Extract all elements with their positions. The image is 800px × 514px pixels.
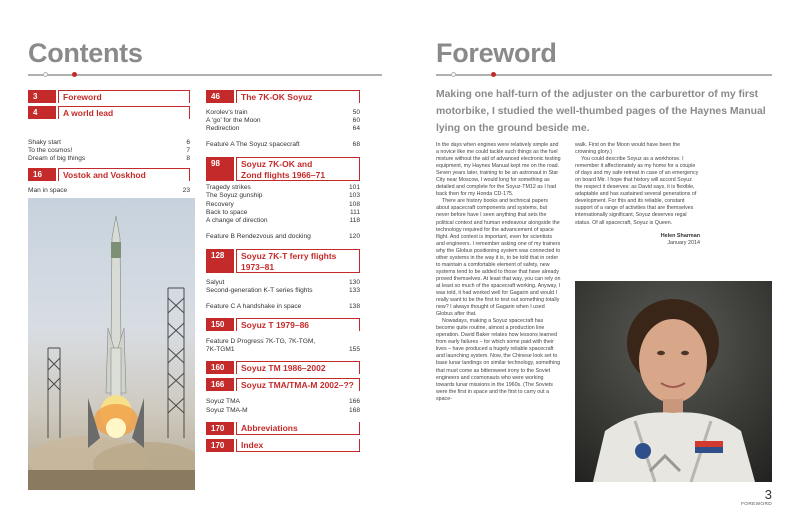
toc-chapter-title-box[interactable]: A world lead bbox=[58, 106, 190, 119]
toc-entry[interactable]: The Soyuz gunship 103 bbox=[206, 192, 360, 200]
toc-chapter-title-box[interactable]: Foreword bbox=[58, 90, 190, 103]
toc-chapter-title-box[interactable]: Soyuz 7K-OK and Zond flights 1966–71 bbox=[236, 157, 360, 181]
toc-chapter-title-box[interactable]: Soyuz TM 1986–2002 bbox=[236, 361, 360, 374]
toc-entry[interactable]: A 'go' for the Moon 60 bbox=[206, 117, 360, 125]
foreword-body-column-2 bbox=[575, 142, 700, 247]
signature bbox=[575, 233, 700, 247]
toc-entry[interactable]: Shaky start 6 bbox=[28, 139, 190, 146]
toc-chapter[interactable]: 150 bbox=[206, 318, 234, 331]
toc-chapter[interactable]: 98 bbox=[206, 157, 234, 181]
toc-entry[interactable]: A change of direction 118 bbox=[206, 216, 360, 224]
toc-entry[interactable]: Soyuz TMA 166 bbox=[206, 398, 360, 406]
toc-chapter[interactable]: 46 bbox=[206, 90, 234, 103]
toc-chapter-title-box[interactable]: Soyuz 7K-T ferry flights 1973–81 bbox=[236, 249, 360, 273]
toc-right-column bbox=[206, 90, 360, 452]
title-rule bbox=[28, 72, 382, 78]
toc-entry[interactable]: Man in space 23 bbox=[28, 187, 190, 195]
page-footer bbox=[741, 487, 772, 507]
toc-entry[interactable]: Korolev's train 50 bbox=[206, 109, 360, 116]
toc-chapter-row bbox=[28, 106, 190, 119]
toc-entry[interactable]: Soyuz TMA-M 168 bbox=[206, 406, 360, 414]
page-number: 3 bbox=[764, 487, 772, 502]
toc-chapter[interactable]: 170 bbox=[206, 439, 234, 452]
toc-chapter-title-box[interactable]: The 7K-OK Soyuz bbox=[236, 90, 360, 103]
foreword-intro: Making one half-turn of the adjuster on the carburettor of my first motorbike, I studied the well-thumbed pages of the Haynes Manual lying on the ground beside me. bbox=[436, 89, 766, 134]
toc-entry[interactable]: Dream of big things 8 bbox=[28, 155, 190, 163]
toc-entry[interactable]: Feature A The Soyuz spacecraft 68 bbox=[206, 141, 360, 149]
toc-chapter[interactable]: 3 bbox=[28, 90, 56, 103]
toc-chapter-title-box[interactable]: Soyuz T 1979–86 bbox=[236, 318, 360, 331]
toc-chapter[interactable]: 160 bbox=[206, 361, 234, 374]
foreword-title: Foreword bbox=[436, 38, 557, 68]
toc-chapter[interactable]: 4 bbox=[28, 106, 56, 119]
toc-chapter-title-box[interactable]: Index bbox=[236, 439, 360, 452]
paragraph: In the days when engines were relatively simple and a novice like me could tackle such things as the fuel mixture without the aid of advanced electronic testing equipment, my Haynes Manual kept me on the road. Seven years later, training to be an astronaut in Star City near Moscow, I would long for something as detailed and complete for the Soyuz-TM12 as I had back then for my Honda CD-175. bbox=[436, 142, 561, 198]
toc-entry[interactable]: Redirection 64 bbox=[206, 125, 360, 133]
foreword-body-column-1 bbox=[436, 142, 561, 403]
toc-entry[interactable]: Tragedy strikes 101 bbox=[206, 184, 360, 192]
toc-chapter[interactable]: 16 bbox=[28, 168, 56, 181]
astronaut-portrait-photo bbox=[575, 281, 772, 482]
soyuz-rocket-launch-photo bbox=[28, 198, 195, 490]
toc-chapter[interactable]: 166 bbox=[206, 378, 234, 391]
toc-chapter-row bbox=[206, 439, 360, 452]
toc-chapter[interactable]: 128 bbox=[206, 249, 234, 273]
title-rule bbox=[436, 72, 772, 78]
toc-entry[interactable]: To the cosmos! 7 bbox=[28, 147, 190, 155]
toc-left-column bbox=[28, 90, 190, 195]
toc-chapter-title-box[interactable]: Abbreviations bbox=[236, 422, 360, 435]
toc-chapter-row bbox=[206, 318, 360, 331]
toc-chapter-row bbox=[206, 157, 360, 181]
footer-section-label: FOREWORD bbox=[741, 502, 772, 507]
signature-date: January 2014 bbox=[667, 239, 700, 246]
paragraph: There are history books and technical papers about spacecraft components and systems, but never before have I seen anything that sets the political context and human endeavour alongside the technology required for the advancement of space flight. And context is important, even for scientists and engineers. I remember asking one of my trainers why the Globus positioning system was connected to other systems in the way it is, to be told that in order to maintain a comfortable element of safety, new systems tend to be added to those that have already proved themselves. At least that way, you can rely on at least so much of the spacecraft working. Anyway, I was told, it had worked well for Gagarin and would I really want to be the first to test out something totally new? I always thought of Gagarin when I used Globus after that. bbox=[436, 198, 561, 318]
toc-chapter-row bbox=[28, 168, 190, 181]
toc-chapter-row bbox=[206, 361, 360, 374]
paragraph: You could describe Soyuz as a workhorse. I remember it affectionately as my home for a couple of days and my safe retreat in case of an emergency on board Mir. I hope that history will accord Soyuz the respect it deserves: as David says, it is flexible, adaptable and has sustained several generations of development. For this and its reliable, constant support of a range of activities that are themselves internationally significant, Soyuz deserves regal status. Of all spacecraft, Soyuz is Queen. bbox=[575, 156, 699, 226]
paragraph: Nowadays, making a Soyuz spacecraft has become quite routine, almost a production line operation. David Baker relates how lessons learned from early failures – for which some paid with their lives – have produced a hugely reliable spacecraft and launching system. Now, the Chinese look set to base lunar landings on similar technology, something that must come as bittersweet irony to the Soviet engineers and cosmonauts who were working towards lunar missions in the 1960s. (The Soviets were the first in space and the first to carry out a space- bbox=[436, 318, 561, 402]
toc-entry[interactable]: Feature C A handshake in space 138 bbox=[206, 303, 360, 311]
toc-chapter-title-box[interactable]: Soyuz TMA/TMA-M 2002–?? bbox=[236, 378, 360, 391]
signature-name: Helen Sharman bbox=[660, 232, 700, 239]
toc-chapter-row bbox=[206, 422, 360, 435]
toc-entry[interactable]: Back to space 111 bbox=[206, 208, 360, 216]
toc-chapter-row bbox=[206, 90, 360, 103]
toc-chapter-row bbox=[206, 249, 360, 273]
toc-entry[interactable]: Feature B Rendezvous and docking 120 bbox=[206, 232, 360, 240]
toc-entry[interactable]: Salyut 130 bbox=[206, 278, 360, 286]
toc-chapter-row bbox=[28, 90, 190, 103]
paragraph: walk. First on the Moon would have been the crowning glory.) bbox=[575, 142, 681, 156]
toc-chapter-title-box[interactable]: Vostok and Voskhod bbox=[58, 168, 190, 181]
toc-entry[interactable]: Recovery 108 bbox=[206, 200, 360, 208]
toc-chapter[interactable]: 170 bbox=[206, 422, 234, 435]
toc-entry[interactable]: 7K-TGM1 155 bbox=[206, 346, 360, 354]
toc-chapter-row bbox=[206, 378, 360, 391]
toc-entry[interactable]: Second-generation K-T series flights 133 bbox=[206, 287, 360, 295]
toc-entry[interactable]: Feature D Progress 7K-TG, 7K-TGM, bbox=[206, 338, 316, 346]
contents-title: Contents bbox=[28, 38, 143, 68]
